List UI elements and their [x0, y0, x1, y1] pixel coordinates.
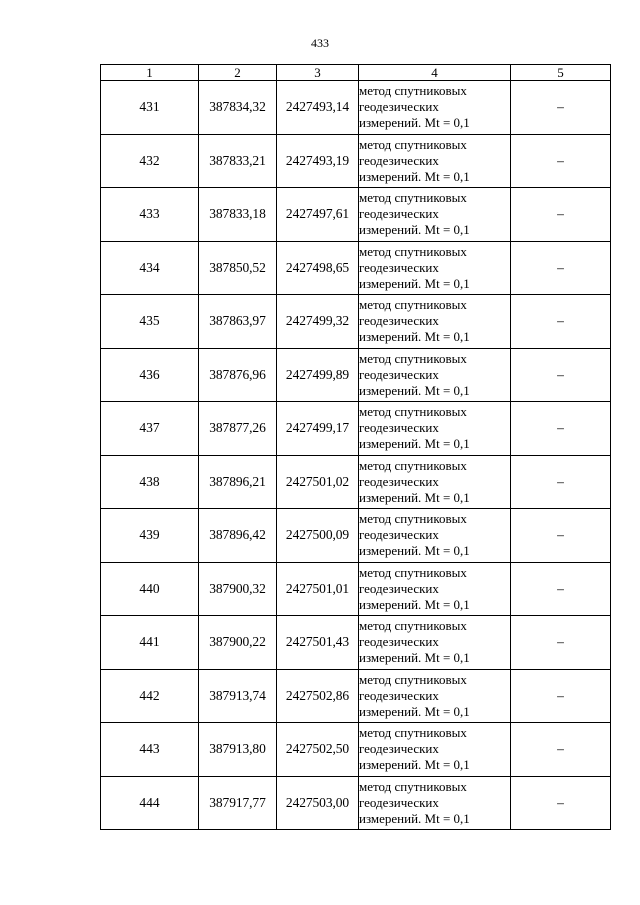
method-line: метод спутниковых: [359, 297, 467, 313]
method-line: измерений. Mt = 0,1: [359, 650, 470, 666]
point-number-cell: 434: [101, 241, 199, 295]
method-cell: [359, 616, 511, 670]
point-number-cell: 443: [101, 723, 199, 777]
x-coordinate-cell: 387876,96: [199, 348, 277, 402]
method-line: метод спутниковых: [359, 778, 467, 794]
method-line: метод спутниковых: [359, 511, 467, 527]
method-line: геодезических: [359, 741, 439, 757]
x-coordinate-cell: 387913,74: [199, 669, 277, 723]
table-row: [101, 509, 611, 563]
method-line: метод спутниковых: [359, 190, 467, 206]
error-cell: –: [511, 188, 611, 242]
method-cell: [359, 509, 511, 563]
method-line: метод спутниковых: [359, 725, 467, 741]
table-body: [101, 81, 611, 830]
method-line: измерений. Mt = 0,1: [359, 489, 470, 505]
y-coordinate-cell: 2427501,01: [277, 562, 359, 616]
y-coordinate-cell: 2427493,19: [277, 134, 359, 188]
page-number: 433: [311, 36, 329, 50]
y-coordinate-cell: 2427500,09: [277, 509, 359, 563]
method-cell: [359, 241, 511, 295]
table-header: [101, 65, 611, 81]
method-line: геодезических: [359, 366, 439, 382]
y-coordinate-cell: 2427501,02: [277, 455, 359, 509]
column-header-2: 2: [199, 65, 277, 81]
error-cell: –: [511, 723, 611, 777]
point-number-cell: 438: [101, 455, 199, 509]
method-line: измерений. Mt = 0,1: [359, 222, 470, 238]
x-coordinate-cell: 387900,32: [199, 562, 277, 616]
method-line: геодезических: [359, 794, 439, 810]
x-coordinate-cell: 387877,26: [199, 402, 277, 456]
method-line: измерений. Mt = 0,1: [359, 275, 470, 291]
y-coordinate-cell: 2427493,14: [277, 81, 359, 135]
point-number-cell: 437: [101, 402, 199, 456]
error-cell: –: [511, 402, 611, 456]
method-line: геодезических: [359, 99, 439, 115]
method-cell: [359, 455, 511, 509]
method-line: метод спутниковых: [359, 404, 467, 420]
table-row: [101, 81, 611, 135]
point-number-cell: 441: [101, 616, 199, 670]
method-line: метод спутниковых: [359, 83, 467, 99]
table-row: [101, 295, 611, 349]
point-number-cell: 444: [101, 776, 199, 830]
method-line: метод спутниковых: [359, 457, 467, 473]
point-number-cell: 436: [101, 348, 199, 402]
table-row: [101, 616, 611, 670]
method-line: метод спутниковых: [359, 243, 467, 259]
x-coordinate-cell: 387850,52: [199, 241, 277, 295]
table-row: [101, 348, 611, 402]
error-cell: –: [511, 81, 611, 135]
method-line: геодезических: [359, 634, 439, 650]
x-coordinate-cell: 387834,32: [199, 81, 277, 135]
method-cell: [359, 562, 511, 616]
error-cell: –: [511, 509, 611, 563]
method-line: метод спутниковых: [359, 564, 467, 580]
error-cell: –: [511, 134, 611, 188]
table-row: [101, 455, 611, 509]
error-cell: –: [511, 669, 611, 723]
y-coordinate-cell: 2427503,00: [277, 776, 359, 830]
table-row: [101, 669, 611, 723]
method-line: измерений. Mt = 0,1: [359, 329, 470, 345]
table-row: [101, 562, 611, 616]
x-coordinate-cell: 387896,42: [199, 509, 277, 563]
table-row: [101, 241, 611, 295]
method-line: измерений. Mt = 0,1: [359, 703, 470, 719]
error-cell: –: [511, 776, 611, 830]
error-cell: –: [511, 241, 611, 295]
method-line: измерений. Mt = 0,1: [359, 543, 470, 559]
column-header-5: 5: [511, 65, 611, 81]
point-number-cell: 431: [101, 81, 199, 135]
point-number-cell: 432: [101, 134, 199, 188]
method-line: измерений. Mt = 0,1: [359, 596, 470, 612]
method-cell: [359, 402, 511, 456]
x-coordinate-cell: 387896,21: [199, 455, 277, 509]
method-line: измерений. Mt = 0,1: [359, 757, 470, 773]
error-cell: –: [511, 295, 611, 349]
y-coordinate-cell: 2427502,86: [277, 669, 359, 723]
method-cell: [359, 81, 511, 135]
error-cell: –: [511, 455, 611, 509]
column-header-4: 4: [359, 65, 511, 81]
method-line: измерений. Mt = 0,1: [359, 115, 470, 131]
method-line: геодезических: [359, 420, 439, 436]
y-coordinate-cell: 2427499,17: [277, 402, 359, 456]
method-line: геодезических: [359, 580, 439, 596]
method-line: измерений. Mt = 0,1: [359, 168, 470, 184]
x-coordinate-cell: 387900,22: [199, 616, 277, 670]
header-row: [101, 65, 611, 81]
method-line: геодезических: [359, 313, 439, 329]
x-coordinate-cell: 387913,80: [199, 723, 277, 777]
method-line: метод спутниковых: [359, 350, 467, 366]
method-line: метод спутниковых: [359, 136, 467, 152]
method-cell: [359, 776, 511, 830]
x-coordinate-cell: 387917,77: [199, 776, 277, 830]
method-line: измерений. Mt = 0,1: [359, 810, 470, 826]
point-number-cell: 440: [101, 562, 199, 616]
y-coordinate-cell: 2427498,65: [277, 241, 359, 295]
method-cell: [359, 134, 511, 188]
method-cell: [359, 348, 511, 402]
table-row: [101, 723, 611, 777]
error-cell: –: [511, 348, 611, 402]
method-line: геодезических: [359, 259, 439, 275]
method-line: геодезических: [359, 206, 439, 222]
x-coordinate-cell: 387833,21: [199, 134, 277, 188]
x-coordinate-cell: 387863,97: [199, 295, 277, 349]
y-coordinate-cell: 2427499,32: [277, 295, 359, 349]
y-coordinate-cell: 2427499,89: [277, 348, 359, 402]
table-row: [101, 134, 611, 188]
method-line: метод спутниковых: [359, 618, 467, 634]
table-row: [101, 776, 611, 830]
method-cell: [359, 723, 511, 777]
point-number-cell: 442: [101, 669, 199, 723]
error-cell: –: [511, 616, 611, 670]
y-coordinate-cell: 2427497,61: [277, 188, 359, 242]
x-coordinate-cell: 387833,18: [199, 188, 277, 242]
coordinates-table: [100, 64, 611, 830]
method-line: измерений. Mt = 0,1: [359, 382, 470, 398]
point-number-cell: 439: [101, 509, 199, 563]
column-header-3: 3: [277, 65, 359, 81]
method-line: геодезических: [359, 527, 439, 543]
table-row: [101, 188, 611, 242]
y-coordinate-cell: 2427502,50: [277, 723, 359, 777]
point-number-cell: 435: [101, 295, 199, 349]
method-cell: [359, 295, 511, 349]
error-cell: –: [511, 562, 611, 616]
point-number-cell: 433: [101, 188, 199, 242]
method-cell: [359, 188, 511, 242]
method-line: метод спутниковых: [359, 671, 467, 687]
method-cell: [359, 669, 511, 723]
y-coordinate-cell: 2427501,43: [277, 616, 359, 670]
method-line: геодезических: [359, 473, 439, 489]
table-row: [101, 402, 611, 456]
method-line: измерений. Mt = 0,1: [359, 436, 470, 452]
column-header-1: 1: [101, 65, 199, 81]
method-line: геодезических: [359, 687, 439, 703]
method-line: геодезических: [359, 152, 439, 168]
